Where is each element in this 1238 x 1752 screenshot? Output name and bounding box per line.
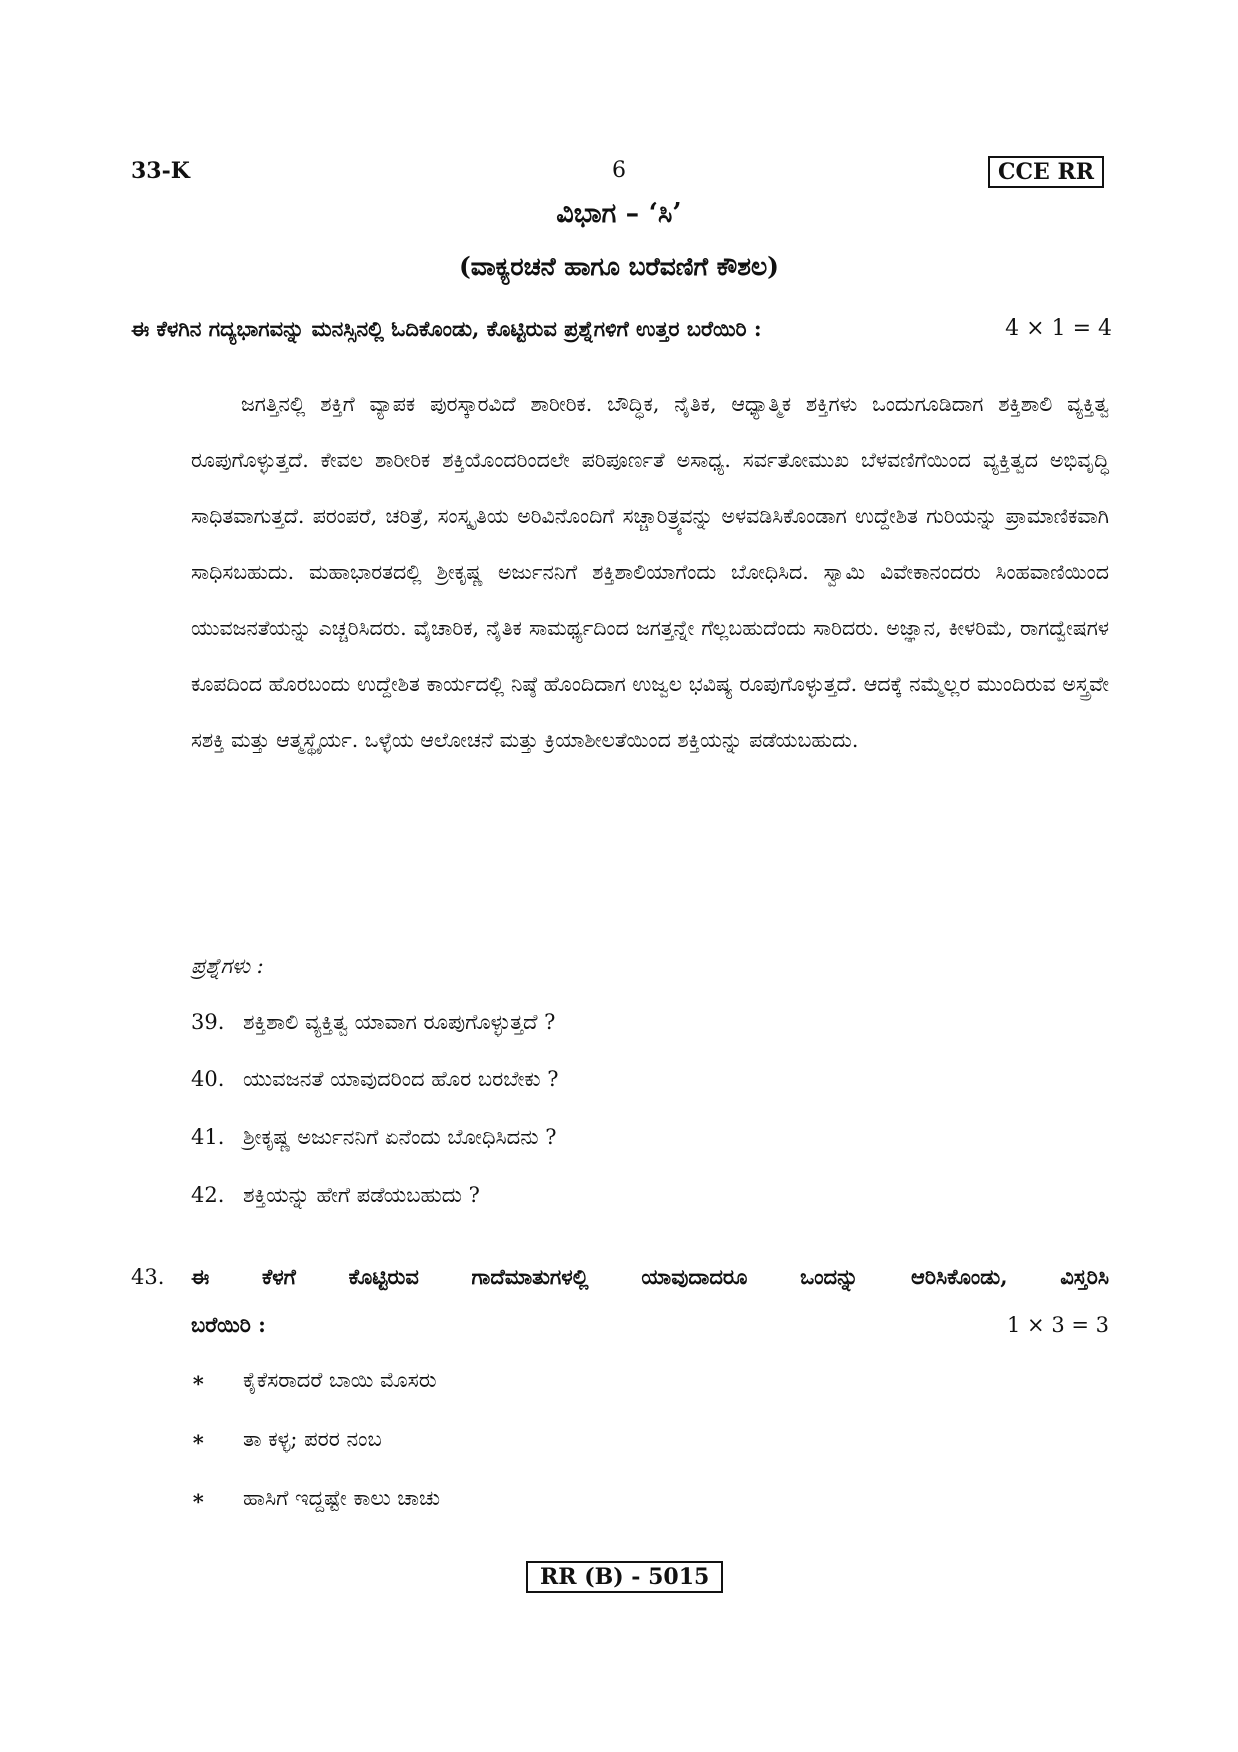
- page-number: 6: [612, 158, 626, 183]
- question-text-cont: ಬರೆಯಿರಿ :: [191, 1312, 266, 1337]
- question-42: [191, 1183, 480, 1208]
- question-40: [191, 1067, 559, 1092]
- asterisk-icon: ∗: [191, 1367, 206, 1392]
- section-title: ವಿಭಾಗ – ‘ಸಿ’: [556, 198, 682, 229]
- question-number: 40.: [191, 1067, 225, 1091]
- footer-code: RR (B) - 5015: [526, 1561, 723, 1593]
- instruction-marks: 4 × 1 = 4: [1005, 316, 1112, 341]
- question-text: ಶಕ್ತಿಶಾಲಿ ವ್ಯಕ್ತಿತ್ವ ಯಾವಾಗ ರೂಪುಗೊಳ್ಳುತ್ತದೆ ?: [243, 1010, 556, 1034]
- question-39: [191, 1010, 555, 1035]
- question-text: ಶ್ರೀಕೃಷ್ಣ ಅರ್ಜುನನಿಗೆ ಏನೆಂದು ಬೋಧಿಸಿದನು ?: [243, 1125, 557, 1149]
- question-number: 43.: [131, 1265, 165, 1289]
- proverb-text: ಹಾಸಿಗೆ ಇದ್ದಷ್ಟೇ ಕಾಲು ಚಾಚು: [243, 1486, 441, 1510]
- series-badge: CCE RR: [988, 156, 1104, 188]
- question-text: ಶಕ್ತಿಯನ್ನು ಹೇಗೆ ಪಡೆಯಬಹುದು ?: [243, 1183, 480, 1207]
- question-text: ಯುವಜನತೆ ಯಾವುದರಿಂದ ಹೊರ ಬರಬೇಕು ?: [243, 1067, 559, 1091]
- passage: ಜಗತ್ತಿನಲ್ಲಿ ಶಕ್ತಿಗೆ ವ್ಯಾಪಕ ಪುರಸ್ಕಾರವಿದೆ ಶಾರೀರಿಕ. ಬೌದ್ಧಿಕ, ನೈತಿಕ, ಆಧ್ಯಾತ್ಮಿಕ ಶಕ್ತಿಗಳು ಒಂದುಗೂಡಿದಾಗ ಶಕ್ತಿಶಾಲಿ ವ್ಯಕ್ತಿತ್ವ ರೂಪುಗೊಳ್ಳುತ್ತದೆ. ಕೇವಲ ಶಾರೀರಿಕ ಶಕ್ತಿಯೊಂದರಿಂದಲೇ ಪರಿಪೂರ್ಣತೆ ಅಸಾಧ್ಯ. ಸರ್ವತೋಮುಖ ಬೆಳವಣಿಗೆಯಿಂದ ವ್ಯಕ್ತಿತ್ವದ ಅಭಿವೃದ್ಧಿ ಸಾಧಿತವಾಗುತ್ತದೆ. ಪರಂಪರೆ, ಚರಿತ್ರೆ, ಸಂಸ್ಕೃತಿಯ ಅರಿವಿನೊಂದಿಗೆ ಸಚ್ಚಾರಿತ್ರ್ಯವನ್ನು ಅಳವಡಿಸಿಕೊಂಡಾಗ ಉದ್ದೇಶಿತ ಗುರಿಯನ್ನು ಪ್ರಾಮಾಣಿಕವಾಗಿ ಸಾಧಿಸಬಹುದು. ಮಹಾಭಾರತದಲ್ಲಿ ಶ್ರೀಕೃಷ್ಣ ಅರ್ಜುನನಿಗೆ ಶಕ್ತಿಶಾಲಿಯಾಗೆಂದು ಬೋಧಿಸಿದ. ಸ್ವಾಮಿ ವಿವೇಕಾನಂದರು ಸಿಂಹವಾಣಿಯಿಂದ ಯುವಜನತೆಯನ್ನು ಎಚ್ಚರಿಸಿದರು. ವೈಚಾರಿಕ, ನೈತಿಕ ಸಾಮರ್ಥ್ಯದಿಂದ ಜಗತ್ತನ್ನೇ ಗೆಲ್ಲಬಹುದೆಂದು ಸಾರಿದರು. ಅಜ್ಞಾನ, ಕೀಳರಿಮೆ, ರಾಗದ್ವೇಷಗಳ ಕೂಪದಿಂದ ಹೊರಬಂದು ಉದ್ದೇಶಿತ ಕಾರ್ಯದಲ್ಲಿ ನಿಷ್ಠೆ ಹೊಂದಿದಾಗ ಉಜ್ವಲ ಭವಿಷ್ಯ ರೂಪುಗೊಳ್ಳುತ್ತದೆ. ಆದಕ್ಕೆ ನಮ್ಮೆಲ್ಲರ ಮುಂದಿರುವ ಅಸ್ತ್ರವೇ ಸಶಕ್ತಿ ಮತ್ತು ಆತ್ಮಸ್ಥೈರ್ಯ. ಒಳ್ಳೆಯ ಆಲೋಚನೆ ಮತ್ತು ಕ್ರಿಯಾಶೀಲತೆಯಿಂದ ಶಕ್ತಿಯನ್ನು ಪಡೆಯಬಹುದು.: [191, 392, 1109, 752]
- question-41: [191, 1125, 557, 1150]
- paper-code: 33-K: [131, 158, 190, 184]
- asterisk-icon: ∗: [191, 1426, 206, 1451]
- question-marks: 1 × 3 = 3: [1007, 1313, 1109, 1337]
- section-subtitle: (ವಾಕ್ಯರಚನೆ ಹಾಗೂ ಬರೆವಣಿಗೆ ಕೌಶಲ): [458, 252, 780, 281]
- proverb-text: ತಾ ಕಳ್ಳ; ಪರರ ನಂಬ: [243, 1427, 382, 1451]
- question-number: 42.: [191, 1183, 225, 1207]
- asterisk-icon: ∗: [191, 1485, 206, 1510]
- proverb-item: [191, 1367, 437, 1393]
- questions-heading: ಪ್ರಶ್ನೆಗಳು :: [191, 954, 264, 978]
- question-text: ಈ ಕೆಳಗೆ ಕೊಟ್ಟಿರುವ ಗಾದೆಮಾತುಗಳಲ್ಲಿ ಯಾವುದಾದರೂ ಒಂದನ್ನು ಆರಿಸಿಕೊಂಡು, ವಿಸ್ತರಿಸಿ: [191, 1264, 1109, 1289]
- proverb-item: [191, 1426, 382, 1452]
- question-number: 41.: [191, 1125, 225, 1149]
- instruction: ಈ ಕೆಳಗಿನ ಗದ್ಯಭಾಗವನ್ನು ಮನಸ್ಸಿನಲ್ಲಿ ಓದಿಕೊಂಡು, ಕೊಟ್ಟಿರುವ ಪ್ರಶ್ನೆಗಳಿಗೆ ಉತ್ತರ ಬರೆಯಿರಿ :: [131, 316, 762, 341]
- proverb-text: ಕೈಕೆಸರಾದರೆ ಬಾಯಿ ಮೊಸರು: [243, 1368, 437, 1392]
- proverb-item: [191, 1485, 440, 1511]
- question-number: 39.: [191, 1010, 225, 1034]
